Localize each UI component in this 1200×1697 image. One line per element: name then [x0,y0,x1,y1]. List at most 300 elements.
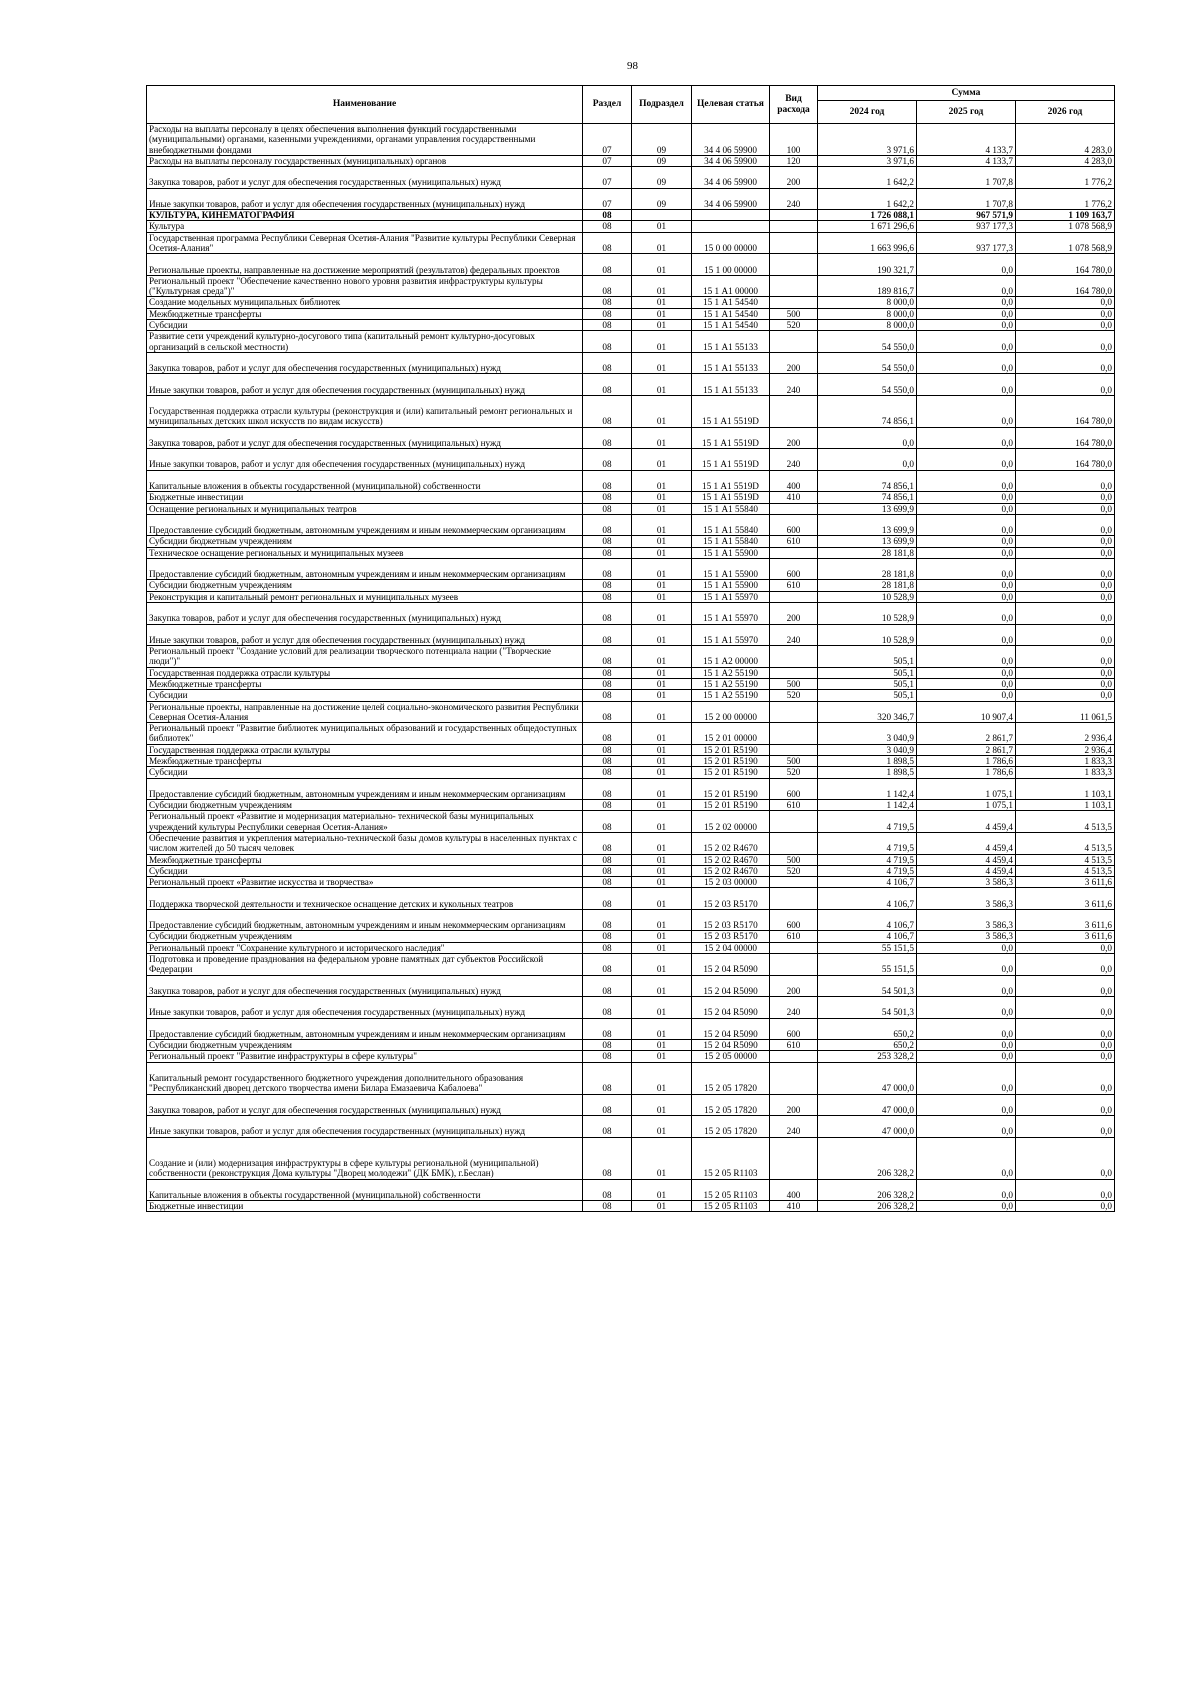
cell-2025: 1 075,1 [917,778,1016,800]
table-row [147,124,1115,156]
cell-name: Предоставление субсидий бюджетным, автономным учреждениям и иным некоммерческим организациям [147,1018,583,1040]
cell-subsection: 01 [632,514,692,536]
cell-target: 15 2 04 R5090 [692,1018,770,1040]
cell-subsection: 01 [632,1179,692,1201]
cell-kind: 610 [770,1040,818,1051]
cell-2024: 54 550,0 [818,352,917,374]
cell-2025: 0,0 [917,1179,1016,1201]
cell-subsection: 01 [632,492,692,503]
cell-section: 08 [583,767,632,778]
cell-kind: 200 [770,352,818,374]
header-sum: Сумма [818,86,1115,101]
table-row [147,591,1115,602]
cell-subsection: 09 [632,155,692,166]
cell-2024: 4 719,5 [818,854,917,865]
table-row [147,723,1115,745]
cell-section: 08 [583,591,632,602]
cell-kind: 100 [770,124,818,156]
cell-section: 08 [583,308,632,319]
cell-name: Предоставление субсидий бюджетным, автономным учреждениям и иным некоммерческим организациям [147,514,583,536]
cell-2024: 650,2 [818,1040,917,1051]
cell-section: 08 [583,756,632,767]
cell-2026: 0,0 [1016,320,1115,331]
cell-2024: 3 971,6 [818,124,917,156]
cell-section: 08 [583,975,632,997]
cell-name: Техническое оснащение региональных и муниципальных музеев [147,547,583,558]
cell-2025: 0,0 [917,667,1016,678]
cell-target: 15 1 А1 55840 [692,536,770,547]
cell-name: Предоставление субсидий бюджетным, автономным учреждениям и иным некоммерческим организациям [147,909,583,931]
page-number: 98 [627,60,638,72]
cell-2025: 2 861,7 [917,723,1016,745]
table-row [147,942,1115,953]
table-row [147,1116,1115,1138]
cell-section: 08 [583,547,632,558]
cell-target: 15 2 04 R5090 [692,954,770,976]
cell-target: 34 4 06 59900 [692,155,770,166]
cell-kind: 500 [770,678,818,689]
cell-section: 08 [583,1051,632,1062]
cell-2024: 320 346,7 [818,701,917,723]
cell-section: 08 [583,514,632,536]
cell-section: 08 [583,1094,632,1116]
cell-2026: 1 776,2 [1016,167,1115,189]
cell-2026: 0,0 [1016,580,1115,591]
table-row [147,470,1115,492]
cell-2026: 1 833,3 [1016,767,1115,778]
cell-name: Закупка товаров, работ и услуг для обеспечения государственных (муниципальных) нужд [147,1094,583,1116]
cell-2024: 1 142,4 [818,800,917,811]
cell-2026: 4 513,5 [1016,811,1115,833]
cell-name: Региональный проект "Развитие библиотек муниципальных образований и государственных общедоступных библиотек" [147,723,583,745]
cell-2026: 0,0 [1016,942,1115,953]
cell-name: КУЛЬТУРА, КИНЕМАТОГРАФИЯ [147,210,583,221]
cell-section: 08 [583,888,632,910]
cell-2024: 47 000,0 [818,1094,917,1116]
cell-2025: 0,0 [917,503,1016,514]
cell-section: 08 [583,954,632,976]
cell-2025: 0,0 [917,547,1016,558]
table-row [147,331,1115,353]
cell-name: Государственная поддержка отрасли культуры [147,744,583,755]
cell-section: 08 [583,536,632,547]
table-row [147,888,1115,910]
cell-kind: 240 [770,1116,818,1138]
cell-section: 08 [583,395,632,427]
cell-subsection: 01 [632,1201,692,1212]
cell-2026: 0,0 [1016,954,1115,976]
cell-subsection [632,210,692,221]
cell-2026: 0,0 [1016,678,1115,689]
cell-subsection: 01 [632,603,692,625]
cell-target: 15 1 А1 55900 [692,547,770,558]
cell-section: 08 [583,374,632,396]
cell-name: Субсидии [147,865,583,876]
cell-section: 08 [583,254,632,276]
cell-name: Субсидии [147,690,583,701]
table-row [147,1201,1115,1212]
cell-2024: 54 550,0 [818,331,917,353]
cell-kind [770,667,818,678]
cell-2025: 0,0 [917,427,1016,449]
cell-2025: 0,0 [917,603,1016,625]
table-row [147,427,1115,449]
cell-2025: 0,0 [917,1137,1016,1179]
cell-kind: 200 [770,427,818,449]
cell-name: Обеспечение развития и укрепления материально-технической базы домов культуры в населенных пунктах с числом жителей до 50 тысяч человек [147,832,583,854]
cell-kind: 200 [770,603,818,625]
cell-target: 15 1 А1 5519D [692,470,770,492]
cell-2025: 4 133,7 [917,124,1016,156]
cell-2024: 189 816,7 [818,275,917,297]
cell-2024: 1 726 088,1 [818,210,917,221]
cell-section: 08 [583,690,632,701]
table-row [147,767,1115,778]
cell-target: 15 2 03 R5170 [692,909,770,931]
cell-2026: 0,0 [1016,374,1115,396]
cell-2024: 74 856,1 [818,470,917,492]
cell-target: 15 1 А2 55190 [692,690,770,701]
cell-section: 08 [583,1137,632,1179]
cell-2026: 4 513,5 [1016,854,1115,865]
cell-target: 15 2 05 R1103 [692,1201,770,1212]
cell-kind [770,954,818,976]
table-row [147,832,1115,854]
cell-kind: 400 [770,1179,818,1201]
cell-kind: 400 [770,470,818,492]
cell-2024: 505,1 [818,678,917,689]
cell-2024: 47 000,0 [818,1116,917,1138]
cell-2026: 0,0 [1016,1040,1115,1051]
cell-2025: 0,0 [917,470,1016,492]
cell-section: 08 [583,492,632,503]
cell-name: Иные закупки товаров, работ и услуг для обеспечения государственных (муниципальных) нужд [147,374,583,396]
cell-target: 15 1 А1 55840 [692,503,770,514]
cell-subsection: 01 [632,667,692,678]
cell-2024: 54 501,3 [818,997,917,1019]
cell-section: 08 [583,1116,632,1138]
cell-2024: 1 898,5 [818,756,917,767]
cell-section: 08 [583,778,632,800]
cell-kind: 240 [770,997,818,1019]
cell-target: 34 4 06 59900 [692,167,770,189]
cell-subsection: 01 [632,690,692,701]
cell-2024: 206 328,2 [818,1201,917,1212]
cell-2026: 164 780,0 [1016,275,1115,297]
cell-2026: 0,0 [1016,1062,1115,1094]
cell-kind: 610 [770,536,818,547]
table-row [147,254,1115,276]
cell-2025: 0,0 [917,1116,1016,1138]
cell-2024: 3 040,9 [818,723,917,745]
cell-name: Закупка товаров, работ и услуг для обеспечения государственных (муниципальных) нужд [147,167,583,189]
cell-kind [770,888,818,910]
cell-target: 15 1 А1 5519D [692,427,770,449]
header-2024: 2024 год [818,101,917,124]
cell-2024: 206 328,2 [818,1179,917,1201]
cell-2025: 0,0 [917,942,1016,953]
cell-2025: 2 861,7 [917,744,1016,755]
table-row [147,1018,1115,1040]
table-row [147,352,1115,374]
cell-2025: 4 459,4 [917,832,1016,854]
table-row [147,954,1115,976]
cell-subsection: 01 [632,547,692,558]
table-row [147,1094,1115,1116]
cell-section: 08 [583,232,632,254]
cell-subsection: 01 [632,275,692,297]
cell-section: 08 [583,909,632,931]
cell-2026: 0,0 [1016,470,1115,492]
cell-2026: 164 780,0 [1016,449,1115,471]
table-row [147,395,1115,427]
cell-subsection: 01 [632,624,692,646]
cell-2025: 0,0 [917,1051,1016,1062]
cell-2026: 164 780,0 [1016,395,1115,427]
cell-name: Иные закупки товаров, работ и услуг для обеспечения государственных (муниципальных) нужд [147,624,583,646]
cell-2026: 0,0 [1016,690,1115,701]
cell-2024: 3 971,6 [818,155,917,166]
cell-name: Закупка товаров, работ и услуг для обеспечения государственных (муниципальных) нужд [147,603,583,625]
cell-target: 15 1 А1 55970 [692,591,770,602]
cell-section: 08 [583,427,632,449]
cell-2026: 0,0 [1016,558,1115,580]
cell-target: 15 2 00 00000 [692,701,770,723]
table-header [147,86,1115,124]
cell-2025: 0,0 [917,275,1016,297]
cell-2026: 4 513,5 [1016,865,1115,876]
cell-subsection: 01 [632,591,692,602]
cell-2025: 0,0 [917,374,1016,396]
cell-subsection: 01 [632,297,692,308]
cell-kind: 120 [770,155,818,166]
cell-name: Субсидии бюджетным учреждениям [147,536,583,547]
cell-subsection: 01 [632,374,692,396]
cell-target: 15 1 А1 55970 [692,603,770,625]
cell-2024: 4 719,5 [818,811,917,833]
cell-target: 15 2 01 00000 [692,723,770,745]
table-row [147,756,1115,767]
cell-kind: 200 [770,975,818,997]
cell-kind [770,275,818,297]
cell-section: 08 [583,811,632,833]
cell-2024: 1 671 296,6 [818,221,917,232]
cell-2025: 0,0 [917,580,1016,591]
cell-name: Государственная поддержка отрасли культуры [147,667,583,678]
cell-target: 15 1 00 00000 [692,254,770,276]
cell-target: 34 4 06 59900 [692,188,770,210]
cell-kind: 240 [770,449,818,471]
table-row [147,275,1115,297]
cell-subsection: 01 [632,931,692,942]
cell-name: Региональный проект «Развитие искусства и творчества» [147,877,583,888]
cell-section: 08 [583,1062,632,1094]
cell-kind: 500 [770,854,818,865]
table-row [147,854,1115,865]
cell-2024: 1 898,5 [818,767,917,778]
cell-2025: 0,0 [917,1018,1016,1040]
cell-2025: 0,0 [917,254,1016,276]
cell-2024: 4 106,7 [818,888,917,910]
cell-2025: 937 177,3 [917,221,1016,232]
table-row [147,931,1115,942]
cell-2025: 0,0 [917,646,1016,668]
cell-2026: 0,0 [1016,1051,1115,1062]
cell-2024: 505,1 [818,667,917,678]
cell-2024: 4 719,5 [818,865,917,876]
cell-target: 15 1 А1 55133 [692,352,770,374]
table-row [147,536,1115,547]
cell-subsection: 01 [632,865,692,876]
cell-kind [770,503,818,514]
cell-name: Иные закупки товаров, работ и услуг для обеспечения государственных (муниципальных) нужд [147,1116,583,1138]
cell-target: 15 2 01 R5190 [692,800,770,811]
cell-kind: 520 [770,690,818,701]
cell-kind: 610 [770,580,818,591]
cell-2025: 0,0 [917,536,1016,547]
cell-name: Предоставление субсидий бюджетным, автономным учреждениям и иным некоммерческим организациям [147,558,583,580]
cell-target: 15 1 А1 55900 [692,558,770,580]
cell-2026: 0,0 [1016,975,1115,997]
cell-kind [770,221,818,232]
cell-kind: 610 [770,800,818,811]
cell-target: 15 2 03 00000 [692,877,770,888]
cell-2024: 505,1 [818,690,917,701]
cell-subsection: 09 [632,124,692,156]
cell-subsection: 01 [632,854,692,865]
cell-target: 15 2 01 R5190 [692,744,770,755]
cell-section: 08 [583,1201,632,1212]
cell-kind: 520 [770,767,818,778]
cell-subsection: 09 [632,167,692,189]
cell-kind: 600 [770,558,818,580]
cell-name: Поддержка творческой деятельности и техническое оснащение детских и кукольных театров [147,888,583,910]
cell-2024: 74 856,1 [818,492,917,503]
cell-target: 15 1 А1 55900 [692,580,770,591]
cell-2026: 0,0 [1016,297,1115,308]
cell-section: 08 [583,744,632,755]
cell-subsection: 01 [632,331,692,353]
cell-subsection: 01 [632,580,692,591]
cell-section: 08 [583,320,632,331]
cell-kind: 520 [770,320,818,331]
table-row [147,558,1115,580]
cell-subsection: 01 [632,1040,692,1051]
cell-2026: 0,0 [1016,646,1115,668]
cell-name: Межбюджетные трансферты [147,854,583,865]
cell-section: 08 [583,667,632,678]
table-row [147,232,1115,254]
cell-name: Капитальный ремонт государственного бюджетного учреждения дополнительного образования "Республиканский дворец детского творчества имени Билара Емазаевича Кабалоева" [147,1062,583,1094]
cell-section: 08 [583,624,632,646]
cell-2026: 0,0 [1016,492,1115,503]
cell-name: Иные закупки товаров, работ и услуг для обеспечения государственных (муниципальных) нужд [147,997,583,1019]
table-row [147,1179,1115,1201]
cell-kind [770,591,818,602]
cell-target: 15 2 05 00000 [692,1051,770,1062]
cell-2026: 0,0 [1016,331,1115,353]
table-row [147,678,1115,689]
cell-target: 15 2 05 R1103 [692,1179,770,1201]
cell-subsection: 01 [632,536,692,547]
cell-2025: 1 707,8 [917,167,1016,189]
header-section: Раздел [583,86,632,124]
cell-section: 08 [583,931,632,942]
cell-2025: 0,0 [917,975,1016,997]
cell-2024: 54 501,3 [818,975,917,997]
cell-2024: 28 181,8 [818,558,917,580]
cell-2026: 0,0 [1016,308,1115,319]
cell-2026: 3 611,6 [1016,877,1115,888]
cell-target: 15 2 03 R5170 [692,931,770,942]
cell-target: 15 2 05 R1103 [692,1137,770,1179]
cell-2025: 4 459,4 [917,865,1016,876]
cell-kind: 200 [770,167,818,189]
cell-2026: 1 776,2 [1016,188,1115,210]
cell-kind [770,232,818,254]
header-target: Целевая статья [692,86,770,124]
cell-2025: 0,0 [917,297,1016,308]
cell-subsection: 01 [632,320,692,331]
cell-2025: 0,0 [917,1094,1016,1116]
cell-2026: 3 611,6 [1016,888,1115,910]
cell-2024: 0,0 [818,427,917,449]
cell-kind: 410 [770,492,818,503]
cell-target: 15 2 04 R5090 [692,997,770,1019]
cell-2024: 1 663 996,6 [818,232,917,254]
cell-2024: 206 328,2 [818,1137,917,1179]
cell-target: 15 1 А1 5519D [692,395,770,427]
table-row [147,188,1115,210]
cell-name: Расходы на выплаты персоналу государственных (муниципальных) органов [147,155,583,166]
cell-kind [770,1137,818,1179]
header-2025: 2025 год [917,101,1016,124]
cell-2026: 3 611,6 [1016,909,1115,931]
cell-subsection: 01 [632,800,692,811]
table-row [147,744,1115,755]
cell-kind: 410 [770,1201,818,1212]
cell-2026: 3 611,6 [1016,931,1115,942]
table-row [147,909,1115,931]
cell-name: Региональные проекты, направленные на достижение мероприятий (результатов) федеральных проектов [147,254,583,276]
cell-name: Культура [147,221,583,232]
cell-2024: 13 699,9 [818,536,917,547]
cell-2024: 55 151,5 [818,954,917,976]
cell-kind [770,395,818,427]
cell-name: Создание и (или) модернизация инфраструктуры в сфере культуры региональной (муниципальной) собственности (реконструкция Дома культуры "Дворец молодежи" (ДК БМК), г.Беслан) [147,1137,583,1179]
cell-2024: 4 106,7 [818,877,917,888]
cell-kind: 600 [770,909,818,931]
cell-2024: 8 000,0 [818,308,917,319]
cell-2024: 253 328,2 [818,1051,917,1062]
cell-2024: 1 642,2 [818,167,917,189]
cell-2026: 2 936,4 [1016,723,1115,745]
cell-kind [770,744,818,755]
cell-2025: 3 586,3 [917,909,1016,931]
cell-2026: 0,0 [1016,1137,1115,1179]
cell-2025: 3 586,3 [917,931,1016,942]
cell-2025: 0,0 [917,678,1016,689]
cell-subsection: 01 [632,221,692,232]
cell-subsection: 01 [632,942,692,953]
cell-target: 15 2 04 00000 [692,942,770,953]
cell-2024: 190 321,7 [818,254,917,276]
cell-name: Региональный проект "Сохранение культурного и исторического наследия" [147,942,583,953]
cell-2026: 164 780,0 [1016,427,1115,449]
cell-subsection: 01 [632,832,692,854]
cell-name: Субсидии [147,320,583,331]
cell-section: 08 [583,470,632,492]
